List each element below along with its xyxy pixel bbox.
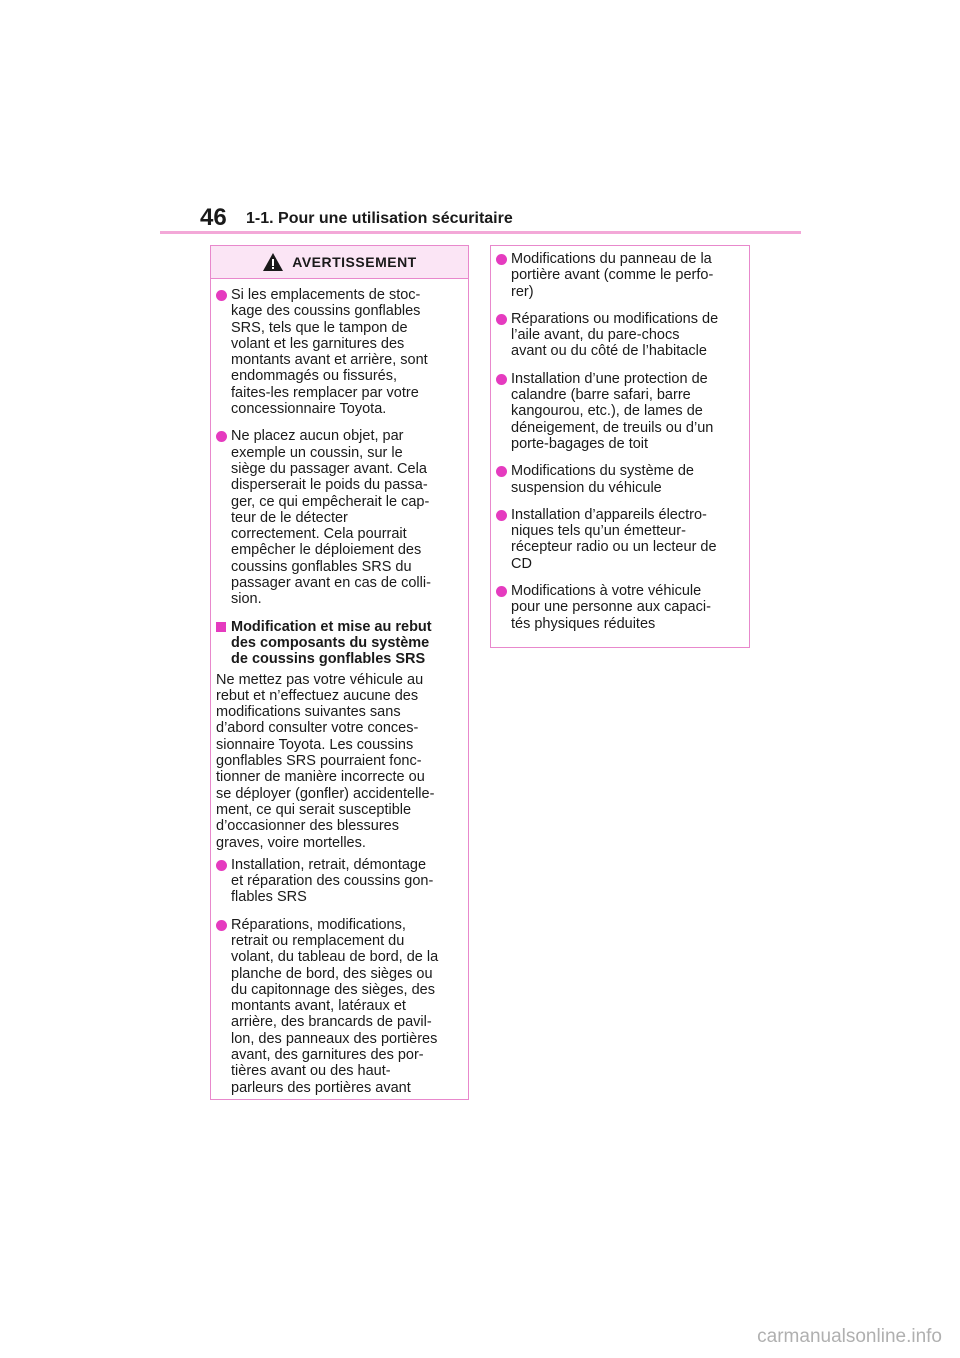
text-line: rebut et n’effectuez aucune des bbox=[216, 687, 419, 704]
bullet-item bbox=[496, 371, 744, 452]
text-line: teur de le détecter bbox=[231, 509, 348, 526]
text-line: empêcher le déploiement des bbox=[231, 542, 422, 559]
bullet-item bbox=[216, 917, 463, 1096]
bullet-item bbox=[216, 428, 463, 607]
text-line: Modifications du panneau de la bbox=[511, 251, 712, 267]
bullet-dot-icon bbox=[216, 431, 227, 442]
text-line: sionnaire Toyota. Les coussins bbox=[216, 736, 414, 753]
text-line: avant ou du côté de l’habitacle bbox=[511, 343, 707, 360]
text-line: ger, ce qui empêcherait le cap- bbox=[231, 493, 430, 510]
section-heading bbox=[216, 619, 463, 668]
watermark: carmanualsonline.info bbox=[757, 1326, 942, 1347]
text-line: tières avant ou des haut- bbox=[231, 1063, 391, 1080]
text-line: tionner de manière incorrecte ou bbox=[216, 769, 425, 786]
text-line: de coussins gonflables SRS bbox=[231, 651, 426, 668]
text-line: exemple un coussin, sur le bbox=[231, 444, 403, 461]
text-line: flables SRS bbox=[231, 889, 307, 906]
text-line: sion. bbox=[231, 591, 262, 608]
text-line: montants avant et arrière, sont bbox=[231, 352, 428, 369]
bullet-dot-icon bbox=[496, 374, 507, 385]
text-line: gonflables SRS pourraient fonc- bbox=[216, 753, 422, 770]
text-line: portière avant (comme le perfo- bbox=[511, 267, 714, 284]
text-line: rer) bbox=[511, 283, 534, 300]
text-line: Si les emplacements de stoc- bbox=[231, 287, 421, 303]
text-line: ment, ce qui serait susceptible bbox=[216, 801, 412, 818]
text-line: l’aile avant, du pare-chocs bbox=[511, 327, 680, 344]
text-line: déneigement, de treuils ou d’un bbox=[511, 419, 714, 436]
bullet-dot-icon bbox=[216, 920, 227, 931]
bullet-item bbox=[216, 857, 463, 906]
warning-content-right bbox=[491, 246, 749, 651]
bullet-dot-icon bbox=[496, 510, 507, 521]
text-line: Modification et mise au rebut bbox=[231, 618, 432, 635]
page-number: 46 bbox=[200, 204, 227, 231]
text-line: correctement. Cela pourrait bbox=[231, 526, 407, 543]
text-line: d’occasionner des blessures bbox=[216, 818, 399, 835]
text-line: faites-les remplacer par votre bbox=[231, 384, 419, 401]
paragraph bbox=[216, 672, 463, 851]
text-line: Ne mettez pas votre véhicule au bbox=[216, 671, 424, 688]
section-title: 1-1. Pour une utilisation sécuritaire bbox=[246, 210, 513, 227]
text-line: disperserait le poids du passa- bbox=[231, 477, 428, 494]
text-line: porte-bagages de toit bbox=[511, 435, 649, 452]
text-line: montants avant, latéraux et bbox=[231, 998, 406, 1015]
text-line: tés physiques réduites bbox=[511, 615, 656, 632]
text-line: calandre (barre safari, barre bbox=[511, 387, 691, 404]
bullet-dot-icon bbox=[496, 586, 507, 597]
bullet-dot-icon bbox=[496, 254, 507, 265]
bullet-dot-icon bbox=[216, 860, 227, 871]
text-line: endommagés ou fissurés, bbox=[231, 368, 398, 385]
text-line: Modifications du système de bbox=[511, 463, 694, 480]
text-line: siège du passager avant. Cela bbox=[231, 460, 427, 477]
text-line: Installation d’appareils électro- bbox=[511, 506, 707, 523]
text-line: suspension du véhicule bbox=[511, 479, 662, 496]
warning-triangle-icon bbox=[262, 252, 284, 272]
text-line: graves, voire mortelles. bbox=[216, 834, 366, 851]
text-line: lon, des panneaux des portières bbox=[231, 1030, 438, 1047]
text-line: Réparations ou modifications de bbox=[511, 310, 719, 327]
text-line: Modifications à votre véhicule bbox=[511, 583, 702, 600]
square-bullet-icon bbox=[216, 622, 226, 632]
text-line: se déployer (gonfler) accidentelle- bbox=[216, 785, 435, 802]
text-line: Installation d’une protection de bbox=[511, 370, 708, 387]
text-line: passager avant en cas de colli- bbox=[231, 575, 431, 592]
text-line: parleurs des portières avant bbox=[231, 1079, 411, 1096]
text-line: CD bbox=[511, 555, 532, 572]
text-line: kangourou, etc.), de lames de bbox=[511, 403, 703, 420]
bullet-item bbox=[496, 463, 744, 496]
warning-box-right bbox=[490, 245, 750, 648]
warning-header bbox=[211, 246, 468, 279]
text-line: d’abord consulter votre conces- bbox=[216, 720, 419, 737]
bullet-dot-icon bbox=[216, 290, 227, 301]
text-line: niques tels qu’un émetteur- bbox=[511, 523, 686, 540]
text-line: SRS, tels que le tampon de bbox=[231, 319, 408, 336]
warning-box-left bbox=[210, 245, 469, 1100]
text-line: retrait ou remplacement du bbox=[231, 932, 405, 949]
text-line: coussins gonflables SRS du bbox=[231, 558, 412, 575]
bullet-item bbox=[496, 311, 744, 360]
text-line: Réparations, modifications, bbox=[231, 916, 406, 933]
text-line: avant, des garnitures des por- bbox=[231, 1047, 424, 1064]
header-divider bbox=[160, 231, 801, 234]
text-line: pour une personne aux capaci- bbox=[511, 599, 711, 616]
text-line: concessionnaire Toyota. bbox=[231, 401, 387, 418]
bullet-item bbox=[496, 251, 744, 300]
text-line: volant et les garnitures des bbox=[231, 335, 405, 352]
text-line: des composants du système bbox=[231, 634, 430, 651]
text-line: volant, du tableau de bord, de la bbox=[231, 949, 439, 966]
text-line: kage des coussins gonflables bbox=[231, 303, 421, 320]
bullet-item bbox=[496, 507, 744, 572]
bullet-item bbox=[216, 287, 463, 417]
text-line: Ne placez aucun objet, par bbox=[231, 428, 404, 445]
text-line: arrière, des brancards de pavil- bbox=[231, 1014, 432, 1031]
bullet-dot-icon bbox=[496, 314, 507, 325]
text-line: du capitonnage des sièges, des bbox=[231, 981, 435, 998]
text-line: Installation, retrait, démontage bbox=[231, 856, 427, 873]
text-line: récepteur radio ou un lecteur de bbox=[511, 539, 717, 556]
bullet-dot-icon bbox=[496, 466, 507, 477]
text-line: et réparation des coussins gon- bbox=[231, 873, 434, 890]
bullet-item bbox=[496, 583, 744, 632]
text-line: planche de bord, des sièges ou bbox=[231, 965, 433, 982]
warning-title: AVERTISSEMENT bbox=[292, 254, 417, 270]
warning-content-left bbox=[211, 279, 468, 1115]
text-line: modifications suivantes sans bbox=[216, 704, 401, 721]
